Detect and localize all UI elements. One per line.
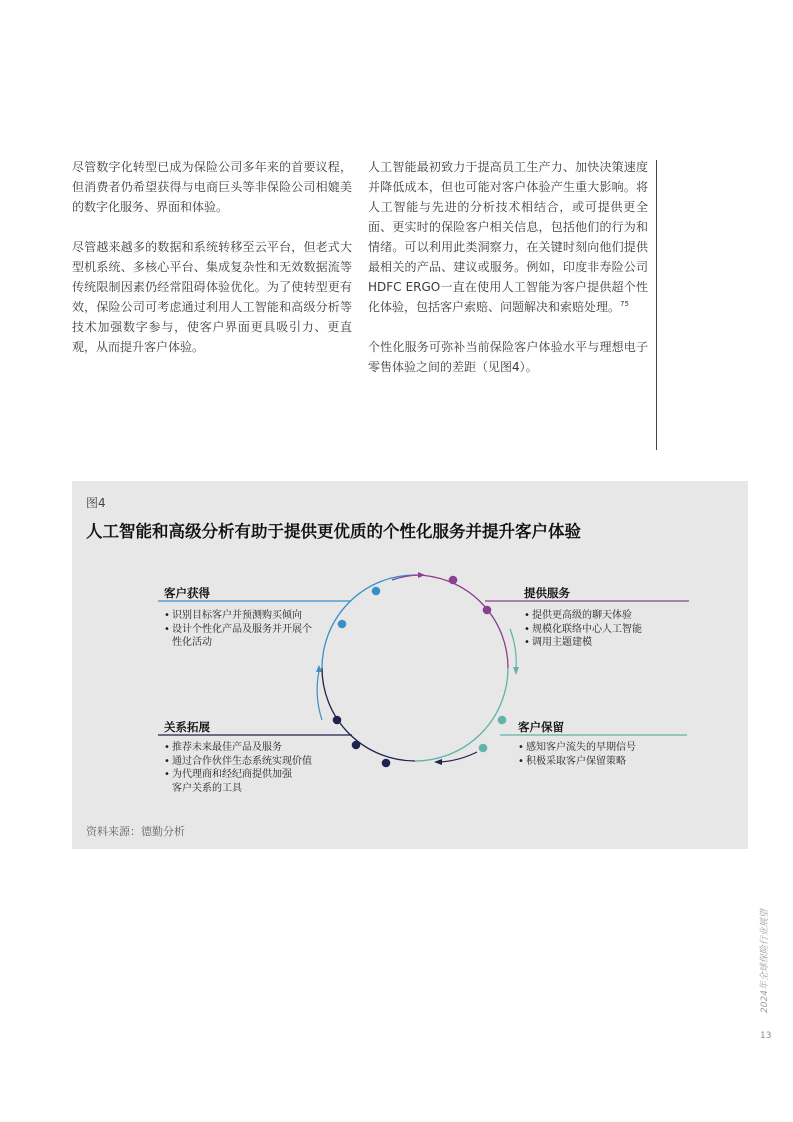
retain-outer-arc [510,629,516,669]
acquire-dot-2 [372,587,381,596]
serve-dot-1 [449,576,458,585]
expand-title: 关系拓展 [164,720,210,734]
left-paragraph-2: 尽管越来越多的数据和系统转移至云平台，但老式大型机系统、多核心平台、集成复杂性和无效数据流等传统限制因素仍经常阻碍体验优化。为了使转型更有效，保险公司可考虑通过利用人工智能和高级分析等技术加强数字参与，使客户界面更具吸引力、更直观，从而提升客户体验。 [72,240,352,354]
expand-arrowhead [434,759,442,765]
page-number: 13 [760,1031,772,1041]
acquire-title: 客户获得 [164,586,210,600]
right-column [368,157,648,397]
expand-item-3: • 为代理商和经纪商提供加强客户关系的工具 [164,768,297,795]
serve-dot-2 [483,606,492,615]
serve-item-3: • 调用主题建模 [524,636,694,650]
acquire-item-1: • 识别目标客户并预测购买倾向 [164,609,334,623]
serve-title: 提供服务 [524,586,570,600]
expand-outer-arc [440,752,477,762]
left-column [72,157,352,377]
serve-arc [415,575,508,668]
expand-list [164,741,324,795]
acquire-arrowhead [316,665,322,672]
retain-dot-1 [498,716,507,725]
expand-item-1: • 推荐未来最佳产品及服务 [164,741,324,755]
expand-dot-3 [333,716,342,725]
expand-dot-2 [352,741,361,750]
column-divider [656,160,657,450]
expand-arc [322,668,415,761]
serve-item-1: • 提供更高级的聊天体验 [524,609,694,623]
serve-item-2: • 规模化联络中心人工智能 [524,623,694,637]
right-paragraph-1-text: 人工智能最初致力于提高员工生产力、加快决策速度并降低成本，但也可能对客户体验产生重大影响。将人工智能与先进的分析技术相结合，或可提供更全面、更实时的保险客户相关信息，包括他们的行为和情绪。可以利用此类洞察力，在关键时刻向他们提供最相关的产品、建议或服务。例如，印度非寿险公司HDFC ERGO一直在使用人工智能为客户提供超个性化体验，包括客户索赔、问题解决和索赔处理。 [368,160,648,314]
retain-list [518,741,688,768]
publication-title: 2024年全球保险行业展望 [760,909,770,1013]
footnote-ref: 75 [620,300,629,308]
retain-item-1: • 感知客户流失的早期信号 [518,741,688,755]
right-paragraph-1 [368,157,648,317]
figure-source: 资料来源：德勤分析 [86,825,185,838]
retain-arc [415,668,508,761]
acquire-dot-1 [338,620,347,629]
acquire-item-2: • 设计个性化产品及服务并开展个性化活动 [164,623,317,650]
retain-dot-2 [479,744,488,753]
acquire-list [164,609,334,650]
retain-arrowhead [513,667,519,675]
expand-item-2: • 通过合作伙伴生态系统实现价值 [164,755,324,769]
acquire-arc [322,575,415,668]
right-paragraph-2: 个性化服务可弥补当前保险客户体验水平与理想电子零售体验之间的差距（见图4）。 [368,340,648,374]
figure-title: 人工智能和高级分析有助于提供更优质的个性化服务并提升客户体验 [86,522,581,541]
serve-list [524,609,694,650]
retain-title: 客户保留 [518,720,564,734]
expand-dot-1 [382,759,391,768]
acquire-outer-arc [317,671,322,720]
left-paragraph-1: 尽管数字化转型已成为保险公司多年来的首要议程，但消费者仍希望获得与电商巨头等非保险公司相媲美的数字化服务、界面和体验。 [72,160,352,214]
retain-item-2: • 积极采取客户保留策略 [518,755,688,769]
serve-arrowhead [418,572,425,578]
figure-4 [72,481,748,849]
figure-label: 图4 [86,496,106,510]
